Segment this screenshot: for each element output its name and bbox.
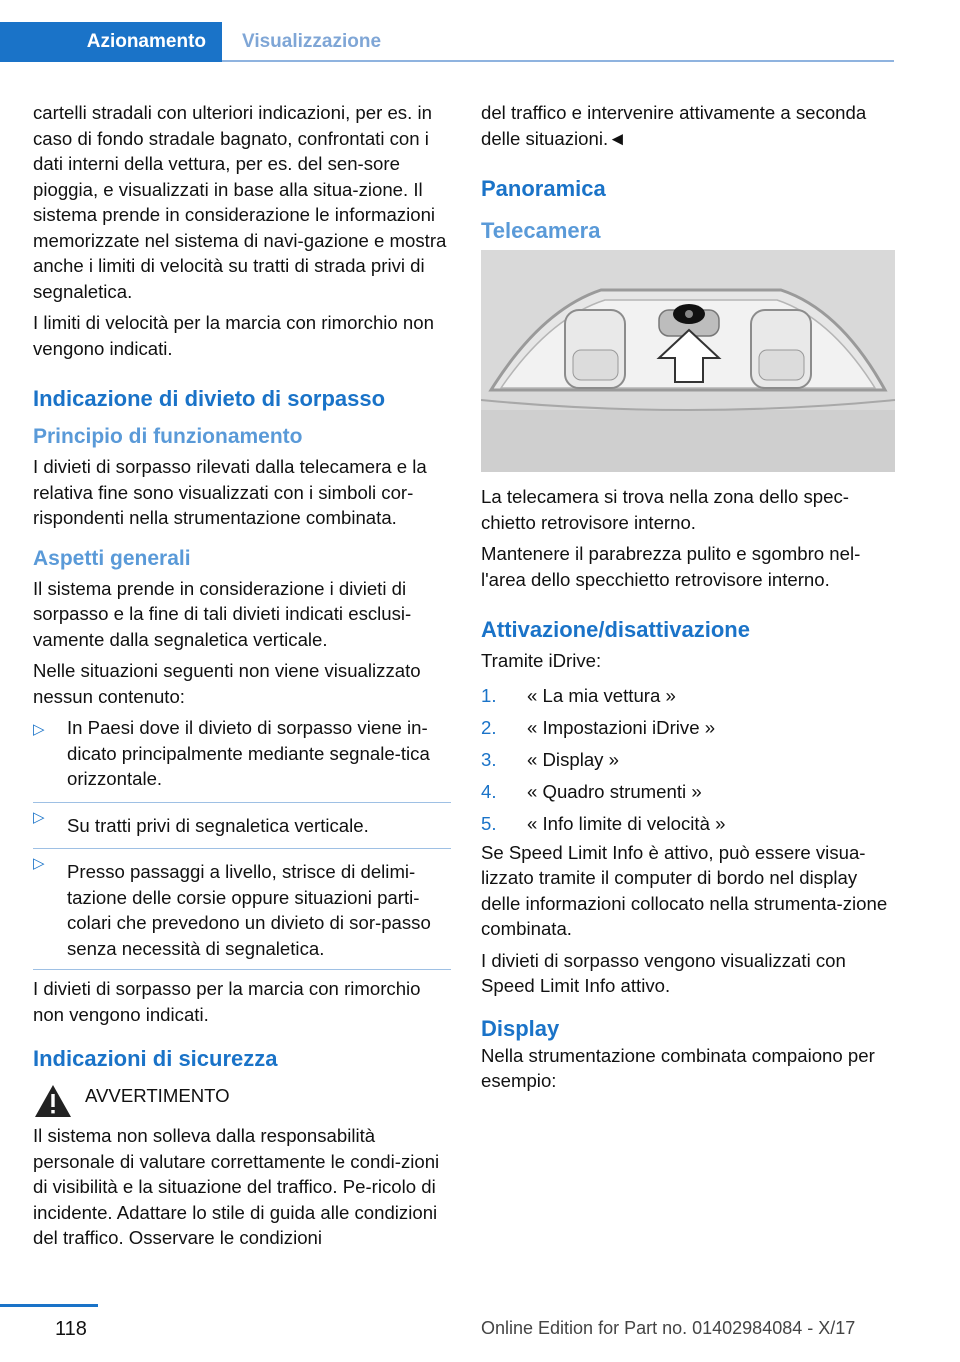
exceptions-list	[33, 715, 451, 970]
continuation-paragraph: del traffico e intervenire attivamente a seconda delle situazioni.◄	[481, 102, 867, 149]
heading-principio: Principio di funzionamento	[33, 425, 303, 448]
speed-limit-paragraph-2: I divieti di sorpasso vengono visualizzati con Speed Limit Info attivo.	[481, 949, 846, 996]
tab-azionamento[interactable]: Azionamento	[0, 22, 222, 62]
triangle-bullet-icon: ▷	[33, 808, 45, 826]
list-item: 4. « Quadro strumenti »	[481, 780, 702, 802]
list-item: 3. « Display »	[481, 748, 619, 770]
header-tabs	[0, 0, 960, 64]
warning-triangle-icon	[33, 1083, 73, 1119]
list-item: ▷ Su tratti privi di segnaletica verticale.	[33, 802, 451, 839]
triangle-bullet-icon: ▷	[33, 721, 45, 738]
warning-title: AVVERTIMENTO	[85, 1085, 230, 1106]
triangle-bullet-icon: ▷	[33, 855, 45, 872]
heading-divieto-sorpasso: Indicazione di divieto di sorpasso	[33, 386, 386, 411]
list-item: ▷ Presso passaggi a livello, strisce di delimi-tazione delle corsie oppure situazioni parti-colari che prevedono un divieto di sor-passo senza necessità di segnaletica.	[33, 848, 451, 961]
warning-block	[33, 1083, 451, 1119]
heading-sicurezza: Indicazioni di sicurezza	[33, 1046, 278, 1071]
rimorchio-paragraph: I divieti di sorpasso per la marcia con rimorchio non vengono indicati.	[33, 978, 421, 1025]
heading-panoramica: Panoramica	[481, 176, 606, 201]
heading-telecamera: Telecamera	[481, 218, 601, 243]
right-column	[481, 100, 899, 1100]
list-item: ▷ In Paesi dove il divieto di sorpasso viene in-dicato principalmente mediante segnale-tica orizzontale.	[33, 717, 430, 789]
tab-visualizzazione[interactable]: Visualizzazione	[242, 31, 382, 52]
heading-aspetti-generali: Aspetti generali	[33, 546, 191, 570]
camera-location-photo	[481, 250, 895, 472]
aspetti-paragraph: Il sistema prende in considerazione i divieti di sorpasso e la fine di tali divieti indicati esclusi-vamente dalla segnaletica verticale.	[33, 577, 412, 650]
page-number: 118	[55, 1318, 87, 1340]
telecamera-paragraph-2: Mantenere il parabrezza pulito e sgombro nel-l'area dello specchietto retrovisore interno.	[481, 543, 861, 590]
warning-text: Il sistema non solleva dalla responsabilità personale di valutare correttamente le condi-zioni di visibilità e la situazione del traffico. Pe-ricolo di incidente. Adattare lo stile di guida alle condizioni del traffico. Osservare le condizioni	[33, 1125, 440, 1248]
list-item: 2. « Impostazioni iDrive »	[481, 716, 716, 738]
intro-paragraph: cartelli stradali con ulteriori indicazioni, per es. in caso di fondo stradale bagnato, confrontati con i dati interni della vettura, per es. del sen-sore pioggia, e visualizzati in base alla situa-zione. Il sistema prende in considerazione le informazioni memorizzate nel sistema di navi-gazione e mostra anche i limiti di velocità su tratti di strada privi di segnaletica.	[33, 102, 447, 302]
heading-attivazione: Attivazione/disattivazione	[481, 617, 750, 642]
trailer-note: I limiti di velocità per la marcia con rimorchio non vengono indicati.	[33, 312, 434, 359]
steps-list	[481, 680, 899, 840]
edition-note: Online Edition for Part no. 01402984084 - X/17	[481, 1318, 856, 1338]
footer-rule	[0, 1304, 98, 1307]
principio-paragraph: I divieti di sorpasso rilevati dalla telecamera e la relativa fine sono visualizzati con i simboli cor-rispondenti nella strumentazione combinata.	[33, 456, 427, 528]
header-rule	[222, 60, 894, 62]
heading-display: Display	[481, 1015, 560, 1041]
list-item: 5. « Info limite di velocità »	[481, 812, 726, 834]
idrive-label: Tramite iDrive:	[481, 650, 602, 671]
left-column	[33, 100, 451, 1257]
situazioni-paragraph: Nelle situazioni seguenti non viene visualizzato nessun contenuto:	[33, 660, 421, 707]
display-paragraph: Nella strumentazione combinata compaiono per esempio:	[481, 1044, 875, 1091]
telecamera-paragraph-1: La telecamera si trova nella zona dello spec-chietto retrovisore interno.	[481, 486, 849, 533]
list-item: 1. « La mia vettura »	[481, 684, 676, 706]
speed-limit-paragraph-1: Se Speed Limit Info è attivo, può essere visua-lizzato tramite il computer di bordo nel display delle informazioni collocato nella strumenta-zione combinata.	[481, 841, 888, 939]
